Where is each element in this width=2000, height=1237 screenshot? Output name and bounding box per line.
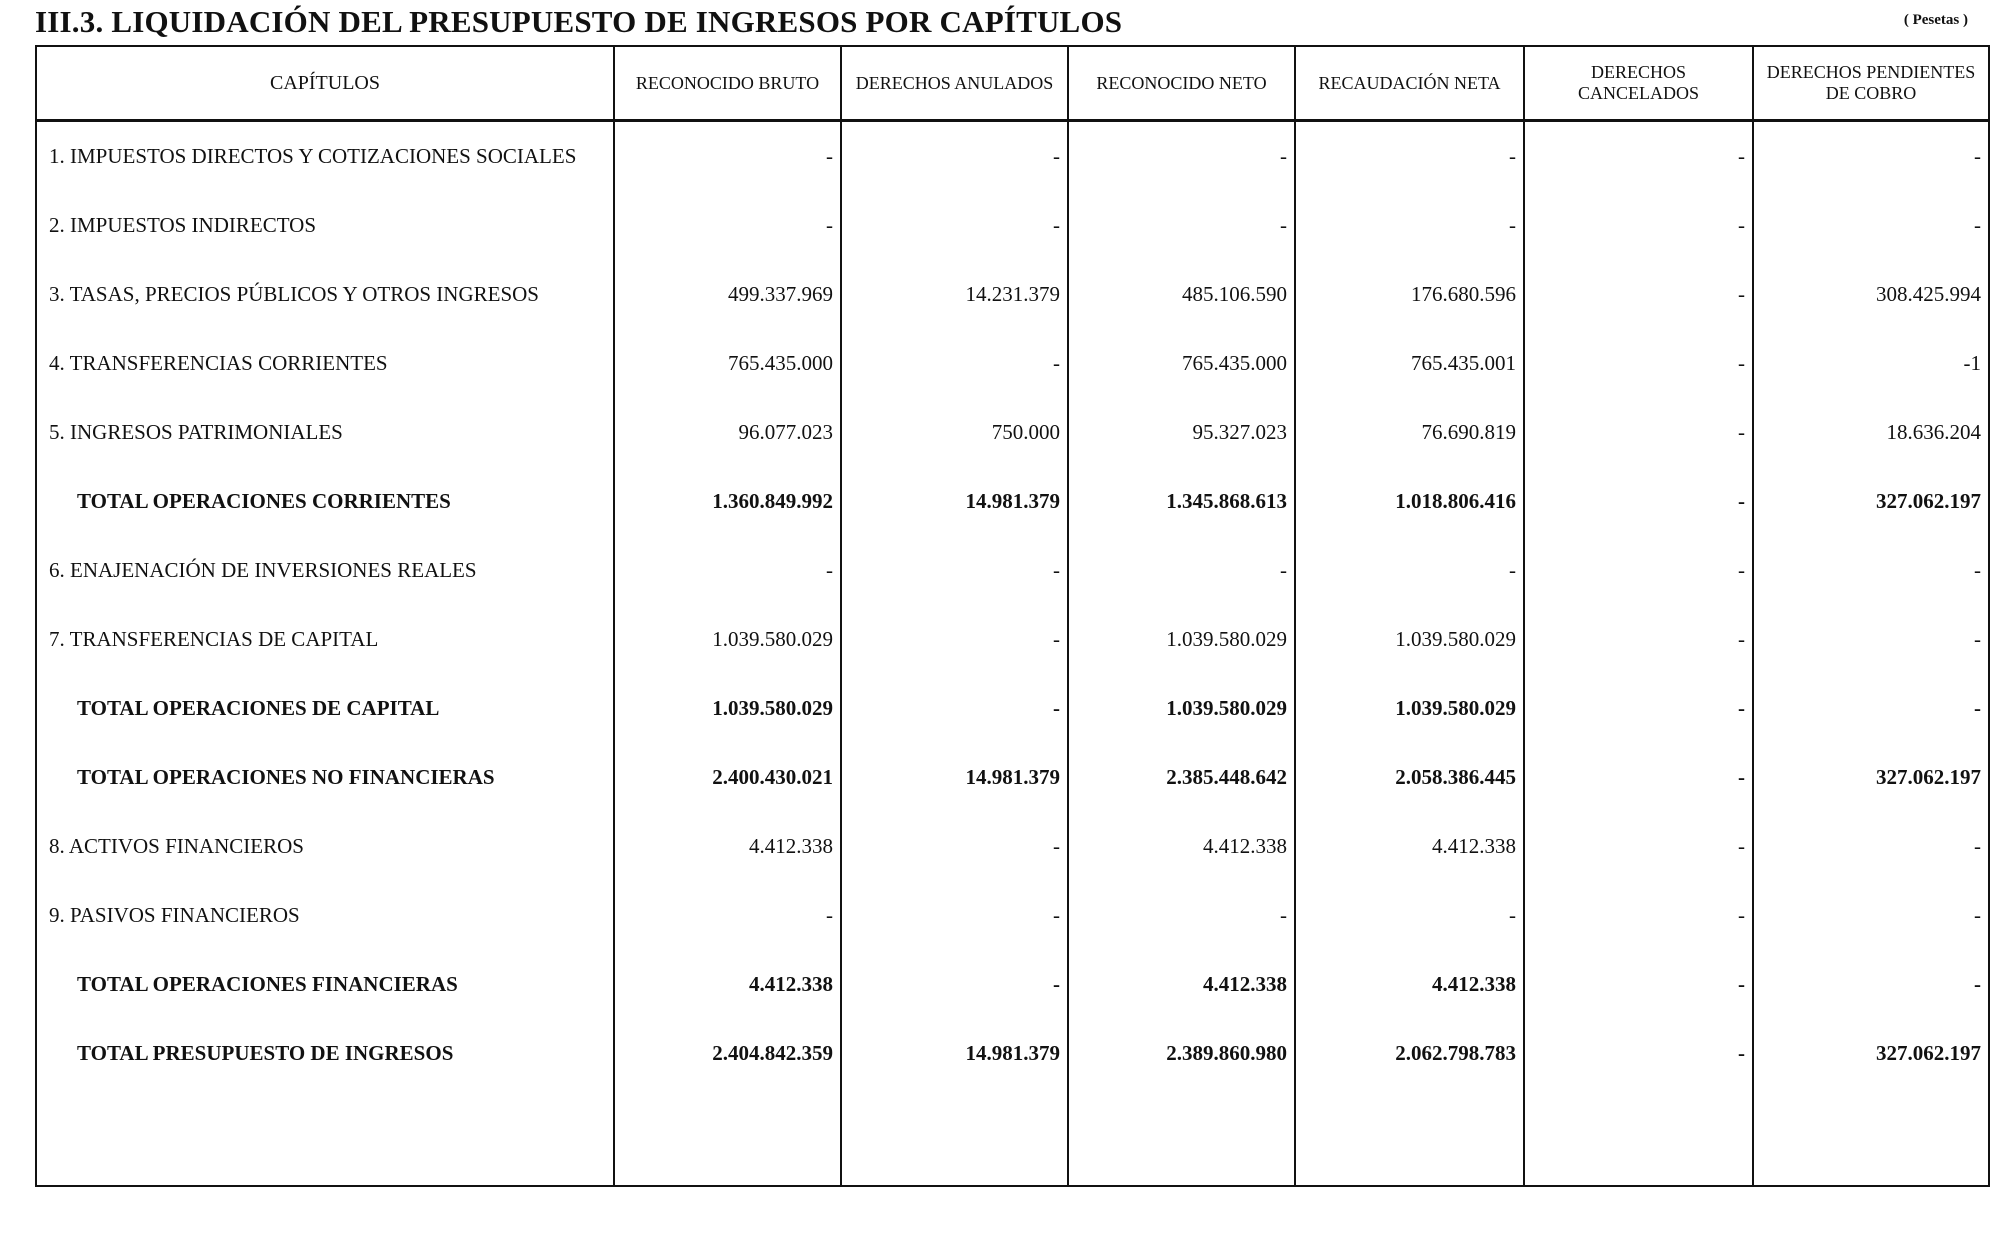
cell-derechos-cancelados: -	[1524, 536, 1753, 605]
cell-recaudacion-neta: 1.039.580.029	[1295, 674, 1524, 743]
cell-derechos-anulados: -	[841, 881, 1068, 950]
cell-derechos-cancelados: -	[1524, 812, 1753, 881]
table-filler-row	[36, 1088, 1989, 1186]
cell-reconocido-bruto: -	[614, 536, 841, 605]
cell-derechos-anulados: 14.231.379	[841, 260, 1068, 329]
cell-recaudacion-neta: 2.062.798.783	[1295, 1019, 1524, 1088]
table-total-row	[36, 950, 1989, 1019]
filler-cell	[1295, 1088, 1524, 1186]
cell-derechos-cancelados: -	[1524, 1019, 1753, 1088]
column-header-capitulos: CAPÍTULOS	[36, 46, 614, 121]
cell-reconocido-neto: 95.327.023	[1068, 398, 1295, 467]
cell-reconocido-bruto: 2.400.430.021	[614, 743, 841, 812]
cell-derechos-cancelados: -	[1524, 743, 1753, 812]
cell-reconocido-neto: -	[1068, 536, 1295, 605]
cell-reconocido-bruto: 1.039.580.029	[614, 674, 841, 743]
row-label: 1. IMPUESTOS DIRECTOS Y COTIZACIONES SOCIALES	[36, 121, 614, 192]
cell-derechos-pendientes: 327.062.197	[1753, 1019, 1989, 1088]
cell-reconocido-neto: 485.106.590	[1068, 260, 1295, 329]
row-label: 5. INGRESOS PATRIMONIALES	[36, 398, 614, 467]
column-header-derechos-cancelados: DERECHOS CANCELADOS	[1524, 46, 1753, 121]
cell-recaudacion-neta: 1.018.806.416	[1295, 467, 1524, 536]
row-label: TOTAL OPERACIONES FINANCIERAS	[36, 950, 614, 1019]
table-row	[36, 812, 1989, 881]
row-label: TOTAL OPERACIONES DE CAPITAL	[36, 674, 614, 743]
cell-recaudacion-neta: 1.039.580.029	[1295, 605, 1524, 674]
table-row	[36, 329, 1989, 398]
cell-derechos-cancelados: -	[1524, 329, 1753, 398]
table-total-row	[36, 674, 1989, 743]
cell-derechos-anulados: -	[841, 191, 1068, 260]
cell-recaudacion-neta: -	[1295, 191, 1524, 260]
cell-derechos-cancelados: -	[1524, 260, 1753, 329]
cell-derechos-pendientes: -	[1753, 812, 1989, 881]
column-header-reconocido-bruto: RECONOCIDO BRUTO	[614, 46, 841, 121]
cell-reconocido-neto: 2.385.448.642	[1068, 743, 1295, 812]
filler-cell	[1068, 1088, 1295, 1186]
cell-derechos-pendientes: 308.425.994	[1753, 260, 1989, 329]
cell-derechos-pendientes: -	[1753, 605, 1989, 674]
cell-derechos-anulados: -	[841, 329, 1068, 398]
cell-derechos-pendientes: 327.062.197	[1753, 743, 1989, 812]
cell-recaudacion-neta: -	[1295, 121, 1524, 192]
cell-recaudacion-neta: 76.690.819	[1295, 398, 1524, 467]
cell-derechos-cancelados: -	[1524, 467, 1753, 536]
cell-reconocido-neto: 1.039.580.029	[1068, 605, 1295, 674]
cell-reconocido-neto: -	[1068, 881, 1295, 950]
cell-derechos-anulados: 750.000	[841, 398, 1068, 467]
cell-derechos-anulados: -	[841, 674, 1068, 743]
cell-derechos-cancelados: -	[1524, 881, 1753, 950]
table-total-row	[36, 467, 1989, 536]
cell-derechos-anulados: -	[841, 121, 1068, 192]
cell-recaudacion-neta: 4.412.338	[1295, 950, 1524, 1019]
cell-reconocido-neto: 2.389.860.980	[1068, 1019, 1295, 1088]
table-body	[36, 121, 1989, 1187]
cell-reconocido-bruto: 1.039.580.029	[614, 605, 841, 674]
filler-cell	[614, 1088, 841, 1186]
table-row	[36, 121, 1989, 192]
row-label: TOTAL PRESUPUESTO DE INGRESOS	[36, 1019, 614, 1088]
cell-derechos-pendientes: -	[1753, 191, 1989, 260]
cell-derechos-cancelados: -	[1524, 398, 1753, 467]
row-label: 9. PASIVOS FINANCIEROS	[36, 881, 614, 950]
cell-derechos-anulados: -	[841, 605, 1068, 674]
table-row	[36, 881, 1989, 950]
row-label: 7. TRANSFERENCIAS DE CAPITAL	[36, 605, 614, 674]
cell-recaudacion-neta: -	[1295, 881, 1524, 950]
cell-derechos-cancelados: -	[1524, 674, 1753, 743]
cell-derechos-anulados: -	[841, 812, 1068, 881]
cell-derechos-anulados: -	[841, 950, 1068, 1019]
cell-derechos-cancelados: -	[1524, 605, 1753, 674]
column-header-derechos-anulados: DERECHOS ANULADOS	[841, 46, 1068, 121]
cell-derechos-pendientes: -1	[1753, 329, 1989, 398]
row-label: TOTAL OPERACIONES NO FINANCIERAS	[36, 743, 614, 812]
cell-reconocido-bruto: 4.412.338	[614, 812, 841, 881]
cell-reconocido-bruto: -	[614, 881, 841, 950]
cell-reconocido-neto: 1.039.580.029	[1068, 674, 1295, 743]
page-title: III.3. LIQUIDACIÓN DEL PRESUPUESTO DE INGRESOS POR CAPÍTULOS	[35, 4, 1123, 39]
cell-derechos-pendientes: -	[1753, 121, 1989, 192]
table-row	[36, 398, 1989, 467]
cell-reconocido-bruto: 1.360.849.992	[614, 467, 841, 536]
cell-reconocido-bruto: 4.412.338	[614, 950, 841, 1019]
cell-derechos-pendientes: -	[1753, 674, 1989, 743]
cell-derechos-cancelados: -	[1524, 121, 1753, 192]
cell-derechos-anulados: 14.981.379	[841, 467, 1068, 536]
cell-derechos-pendientes: 327.062.197	[1753, 467, 1989, 536]
cell-recaudacion-neta: 765.435.001	[1295, 329, 1524, 398]
filler-cell	[841, 1088, 1068, 1186]
cell-derechos-pendientes: -	[1753, 536, 1989, 605]
cell-derechos-cancelados: -	[1524, 191, 1753, 260]
currency-unit-label: ( Pesetas )	[1903, 12, 1968, 28]
budget-table	[35, 45, 1990, 1187]
cell-reconocido-bruto: 765.435.000	[614, 329, 841, 398]
cell-reconocido-neto: 4.412.338	[1068, 812, 1295, 881]
cell-derechos-anulados: -	[841, 536, 1068, 605]
cell-reconocido-bruto: 96.077.023	[614, 398, 841, 467]
cell-derechos-pendientes: -	[1753, 950, 1989, 1019]
column-header-derechos-pendientes: DERECHOS PENDIENTES DE COBRO	[1753, 46, 1989, 121]
table-total-row	[36, 743, 1989, 812]
cell-reconocido-neto: -	[1068, 121, 1295, 192]
cell-derechos-cancelados: -	[1524, 950, 1753, 1019]
cell-recaudacion-neta: 4.412.338	[1295, 812, 1524, 881]
row-label: TOTAL OPERACIONES CORRIENTES	[36, 467, 614, 536]
filler-cell	[1524, 1088, 1753, 1186]
header-row	[36, 46, 1989, 121]
table-row	[36, 605, 1989, 674]
cell-reconocido-bruto: -	[614, 191, 841, 260]
table-row	[36, 191, 1989, 260]
cell-derechos-pendientes: -	[1753, 881, 1989, 950]
cell-recaudacion-neta: -	[1295, 536, 1524, 605]
cell-reconocido-neto: 4.412.338	[1068, 950, 1295, 1019]
row-label: 6. ENAJENACIÓN DE INVERSIONES REALES	[36, 536, 614, 605]
row-label: 2. IMPUESTOS INDIRECTOS	[36, 191, 614, 260]
cell-reconocido-neto: 765.435.000	[1068, 329, 1295, 398]
filler-cell	[36, 1088, 614, 1186]
cell-recaudacion-neta: 2.058.386.445	[1295, 743, 1524, 812]
cell-reconocido-bruto: 499.337.969	[614, 260, 841, 329]
cell-derechos-anulados: 14.981.379	[841, 743, 1068, 812]
row-label: 4. TRANSFERENCIAS CORRIENTES	[36, 329, 614, 398]
table-header	[36, 46, 1989, 121]
column-header-recaudacion-neta: RECAUDACIÓN NETA	[1295, 46, 1524, 121]
table-total-row	[36, 1019, 1989, 1088]
cell-derechos-anulados: 14.981.379	[841, 1019, 1068, 1088]
cell-reconocido-neto: -	[1068, 191, 1295, 260]
table-row	[36, 260, 1989, 329]
cell-reconocido-neto: 1.345.868.613	[1068, 467, 1295, 536]
row-label: 3. TASAS, PRECIOS PÚBLICOS Y OTROS INGRESOS	[36, 260, 614, 329]
cell-reconocido-bruto: 2.404.842.359	[614, 1019, 841, 1088]
table-row	[36, 536, 1989, 605]
column-header-reconocido-neto: RECONOCIDO NETO	[1068, 46, 1295, 121]
cell-recaudacion-neta: 176.680.596	[1295, 260, 1524, 329]
filler-cell	[1753, 1088, 1989, 1186]
cell-derechos-pendientes: 18.636.204	[1753, 398, 1989, 467]
cell-reconocido-bruto: -	[614, 121, 841, 192]
row-label: 8. ACTIVOS FINANCIEROS	[36, 812, 614, 881]
